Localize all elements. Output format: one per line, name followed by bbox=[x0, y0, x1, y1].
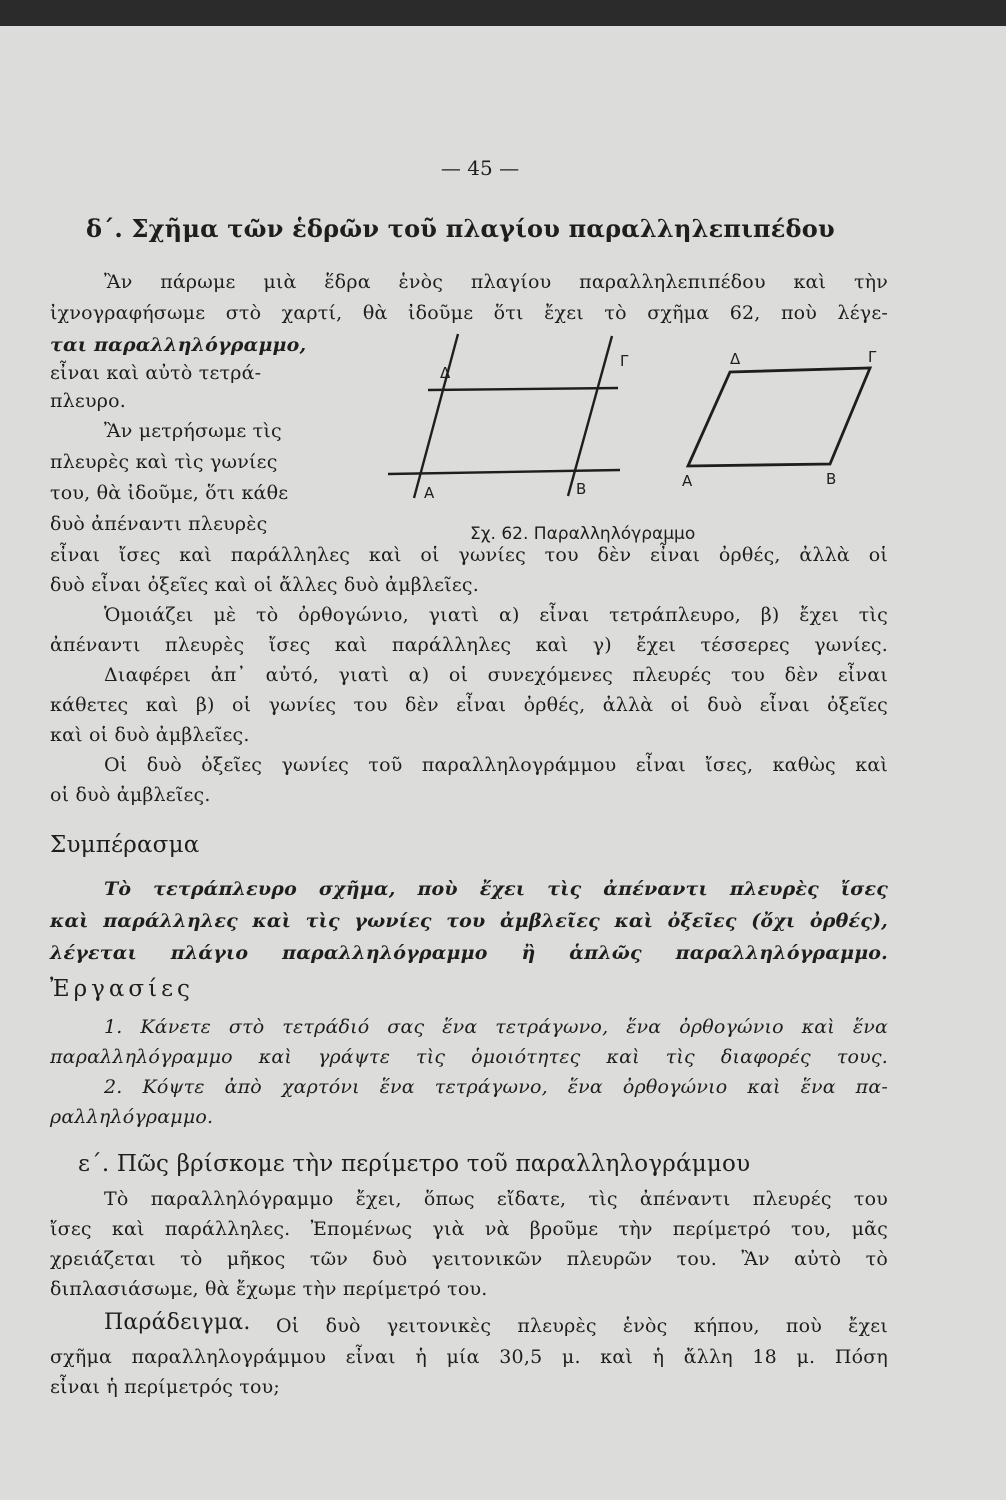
conclusion-heading: Συμπέρασμα bbox=[50, 832, 200, 858]
text-line: δυὸ ἀπέναντι πλευρὲς bbox=[50, 513, 268, 535]
page-number: — 45 — bbox=[440, 156, 520, 180]
text-line: Τὸ παραλληλόγραμμο ἔχει, ὅπως εἴδατε, τὶς ἀπέναντι πλευρές του bbox=[104, 1188, 888, 1210]
label-delta-left: Δ bbox=[440, 364, 451, 382]
figure-caption: Σχ. 62. Παραλληλόγραμμο bbox=[470, 524, 696, 544]
label-beta-right: Β bbox=[826, 470, 837, 488]
text-line: εἶναι ἴσες καὶ παράλληλες καὶ οἱ γωνίες του δὲν εἶναι ὀρθές, ἀλλὰ οἱ bbox=[50, 544, 888, 566]
exercises-heading: Ἐργασίες bbox=[50, 976, 194, 1002]
text-line: Οἱ δυὸ γειτονικὲς πλευρὲς ἑνὸς κήπου, ποὺ ἔχει bbox=[276, 1315, 888, 1337]
text-line: σχῆμα παραλληλογράμμου εἶναι ἡ μία 30,5 μ. καὶ ἡ ἄλλη 18 μ. Πόση bbox=[50, 1346, 888, 1368]
text-line: κάθετες καὶ β) οἱ γωνίες του δὲν εἶναι ὀρθές, ἀλλὰ οἱ δυὸ εἶναι ὀξεῖες bbox=[50, 694, 888, 716]
exercise-line: 2. Κόψτε ἀπὸ χαρτόνι ἕνα τετράγωνο, ἕνα ὀρθογώνιο καὶ ἕνα πα- bbox=[104, 1076, 888, 1098]
section-e-heading: ε΄. Πῶς βρίσκομε τὴν περίμετρο τοῦ παραλληλογράμμου bbox=[78, 1151, 751, 1177]
label-gamma-left: Γ bbox=[620, 352, 629, 370]
text-line: δυὸ εἶναι ὀξεῖες καὶ οἱ ἄλλες δυὸ ἀμβλεῖες. bbox=[50, 574, 480, 596]
exercise-line: παραλληλόγραμμο καὶ γράψτε τὶς ὁμοιότητες καὶ τὶς διαφορές τους. bbox=[50, 1046, 888, 1068]
text-line: ἀπέναντι πλευρὲς ἴσες καὶ παράλληλες καὶ γ) ἔχει τέσσερες γωνίες. bbox=[50, 634, 888, 656]
label-alpha-left: Α bbox=[424, 484, 435, 502]
text-line: διπλασιάσωμε, θὰ ἔχωμε τὴν περίμετρό του. bbox=[50, 1278, 488, 1300]
term-parallelogram: ται παραλληλόγραμμο, bbox=[50, 334, 307, 356]
line-bg bbox=[568, 336, 612, 496]
text-line: ἰχνογραφήσωμε στὸ χαρτί, θὰ ἰδοῦμε ὅτι ἔχει τὸ σχῆμα 62, ποὺ λέγε- bbox=[50, 302, 888, 324]
figure-62 bbox=[380, 326, 900, 526]
text-line: πλευρο. bbox=[50, 390, 126, 412]
text-line: καὶ οἱ δυὸ ἀμβλεῖες. bbox=[50, 724, 250, 746]
text-line: Ἂν πάρωμε μιὰ ἕδρα ἑνὸς πλαγίου παραλληλεπιπέδου καὶ τὴν bbox=[104, 271, 888, 293]
label-delta-right: Δ bbox=[730, 350, 741, 368]
parallelogram-shape bbox=[688, 368, 870, 466]
text-line: εἶναι ἡ περίμετρός του; bbox=[50, 1376, 281, 1398]
book-page bbox=[0, 26, 1006, 1500]
text-line: Διαφέρει ἀπ᾿ αὐτό, γιατὶ α) οἱ συνεχόμενες πλευρές του δὲν εἶναι bbox=[104, 664, 888, 686]
label-beta-left: Β bbox=[576, 480, 587, 498]
example-label: Παράδειγμα. bbox=[104, 1310, 251, 1335]
text-line: εἶναι καὶ αὐτὸ τετρά- bbox=[50, 362, 262, 384]
label-gamma-right: Γ bbox=[868, 348, 877, 366]
label-alpha-right: Α bbox=[682, 472, 693, 490]
line-dg bbox=[428, 388, 618, 390]
section-d-heading: δ΄. Σχῆμα τῶν ἑδρῶν τοῦ πλαγίου παραλληλεπιπέδου bbox=[86, 214, 835, 243]
conclusion-line: λέγεται πλάγιο παραλληλόγραμμο ἢ ἁπλῶς παραλληλόγραμμο. bbox=[50, 942, 888, 964]
parallelogram-adbg bbox=[688, 368, 870, 466]
text-line: Οἱ δυὸ ὀξεῖες γωνίες τοῦ παραλληλογράμμου εἶναι ἴσες, καθὼς καὶ bbox=[104, 754, 888, 776]
line-ab bbox=[388, 470, 620, 474]
text-line: χρειάζεται τὸ μῆκος τῶν δυὸ γειτονικῶν πλευρῶν του. Ἂν αὐτὸ τὸ bbox=[50, 1248, 888, 1270]
conclusion-line: Τὸ τετράπλευρο σχῆμα, ποὺ ἔχει τὶς ἀπέναντι πλευρὲς ἴσες bbox=[104, 878, 888, 900]
text-line: οἱ δυὸ ἀμβλεῖες. bbox=[50, 784, 211, 806]
conclusion-line: καὶ παράλληλες καὶ τὶς γωνίες του ἀμβλεῖες καὶ ὀξεῖες (ὄχι ὀρθές), bbox=[50, 910, 888, 932]
text-line: Ἂν μετρήσωμε τὶς bbox=[104, 420, 282, 442]
text-line: πλευρὲς καὶ τὶς γωνίες bbox=[50, 451, 278, 473]
exercise-line: 1. Κάνετε στὸ τετράδιό σας ἕνα τετράγωνο, ἕνα ὀρθογώνιο καὶ ἕνα bbox=[104, 1016, 888, 1038]
text-line: του, θὰ ἰδοῦμε, ὅτι κάθε bbox=[50, 482, 289, 504]
text-line: Ὁμοιάζει μὲ τὸ ὀρθογώνιο, γιατὶ α) εἶναι τετράπλευρο, β) ἔχει τὶς bbox=[104, 604, 888, 626]
exercise-line: ραλληλόγραμμο. bbox=[50, 1106, 214, 1128]
parallelogram-construction bbox=[388, 334, 620, 498]
text-line: ἴσες καὶ παράλληλες. Ἐπομένως γιὰ νὰ βροῦμε τὴν περίμετρό του, μᾶς bbox=[50, 1218, 888, 1240]
